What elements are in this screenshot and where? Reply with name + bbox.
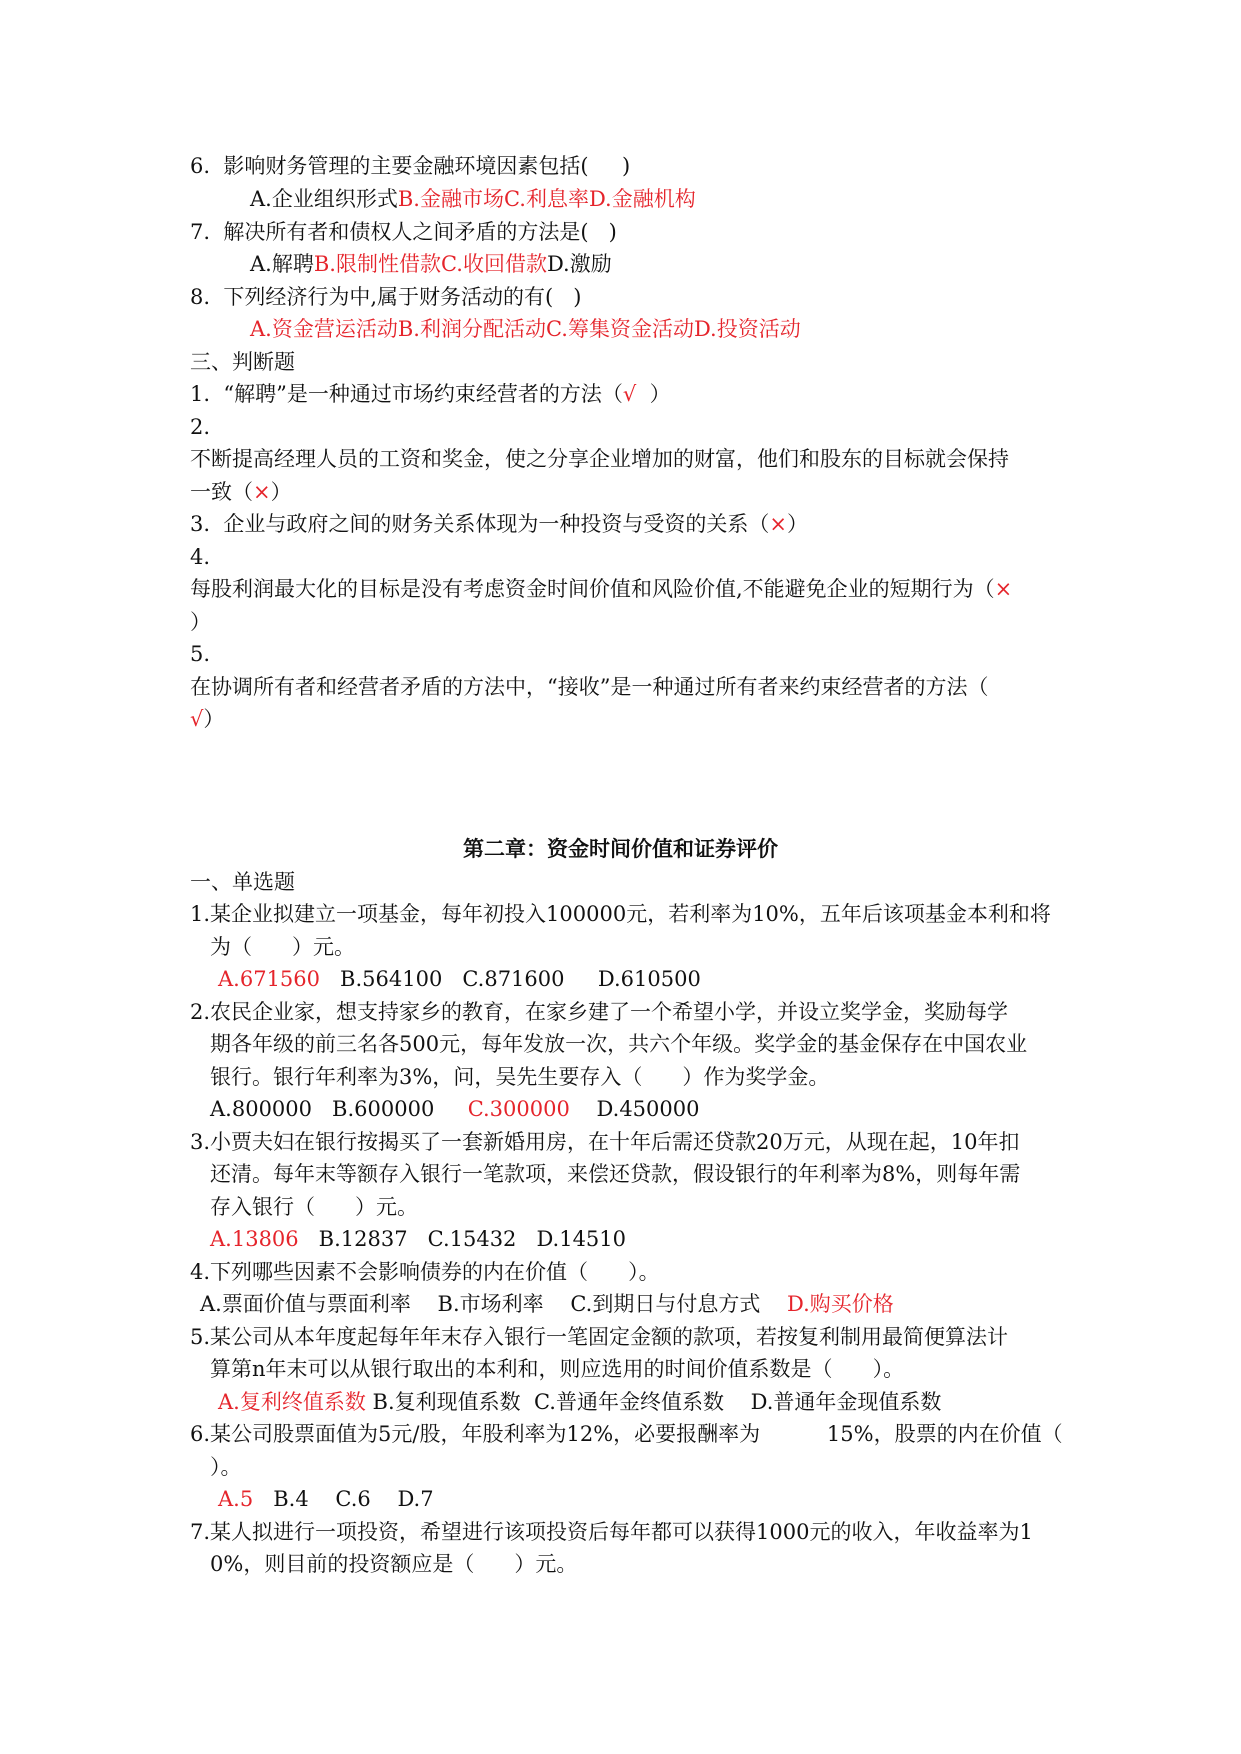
ch2-q4-options: A.票面价值与票面利率 B.市场利率 C.到期日与付息方式 D.购买价格 [200,1292,894,1316]
ch2-q5-line1: 5.某公司从本年度起每年年末存入银行一笔固定金额的款项，若按复利制用最简便算法计 [190,1325,1009,1349]
judgment-5-mark: √ [190,707,204,731]
ch2-q3-line3: 存入银行（ ）元。 [210,1195,419,1219]
q7-option-a: A.解聘 [250,252,314,276]
judgment-5-number: 5. [190,642,211,666]
single-choice-heading: 一、单选题 [190,870,295,894]
q7-option-d: D.激励 [546,252,612,276]
ch2-q6-options: A.5 B.4 C.6 D.7 [218,1487,434,1511]
judgment-2-line1: 不断提高经理人员的工资和奖金，使之分享企业增加的财富，他们和股东的目标就会保持 [190,447,1009,471]
ch2-q1-options: A.671560 B.564100 C.871600 D.610500 [218,967,701,991]
judgment-5-line2: √） [190,707,225,731]
q7-stem: 7. 解决所有者和债权人之间矛盾的方法是( ) [190,220,617,244]
judgment-4-number: 4. [190,545,211,569]
q7-options [250,248,612,280]
ch2-q1-answer: A.671560 [218,967,321,991]
q8-stem: 8. 下列经济行为中,属于财务活动的有( ) [190,285,582,309]
ch2-q2-line1: 2.农民企业家，想支持家乡的教育，在家乡建了一个希望小学，并设立奖学金，奖励每学 [190,1000,1009,1024]
judgment-3-mark: × [769,512,787,536]
judgment-1-mark: √ [622,382,637,406]
judgment-item-1: 1. “解聘”是一种通过市场约束经营者的方法（√ ） [190,382,671,406]
ch2-q4-line1: 4.下列哪些因素不会影响债券的内在价值（ ）。 [190,1260,660,1284]
ch2-q5-line2: 算第n年末可以从银行取出的本利和，则应选用的时间价值系数是（ ）。 [210,1357,905,1381]
judgment-4-line2: ） [190,610,211,634]
ch2-q3-answer: A.13806 [210,1227,299,1251]
q7-answer-options: B.限制性借款C.收回借款 [313,252,547,276]
q6-stem: 6. 影响财务管理的主要金融环境因素包括( ) [190,154,631,178]
q6-option-a: A.企业组织形式 [250,187,398,211]
ch2-q7-line1: 7.某人拟进行一项投资，希望进行该项投资后每年都可以获得1000元的收入，年收益率为1 [190,1520,1033,1544]
ch2-q2-line3: 银行。银行年利率为3%，问，吴先生要存入（ ）作为奖学金。 [210,1065,830,1089]
ch2-q6-line1: 6.某公司股票面值为5元/股，年股利率为12%，必要报酬率为 15%，股票的内在价值（ [190,1422,1063,1446]
judgment-5-line1: 在协调所有者和经营者矛盾的方法中，“接收”是一种通过所有者来约束经营者的方法（ [190,675,989,699]
ch2-q3-line1: 3.小贾夫妇在银行按揭买了一套新婚用房，在十年后需还贷款20万元，从现在起，10年扣 [190,1130,1020,1154]
judgment-2-line2: 一致（×） [190,480,292,504]
ch2-q7-line2: 0%，则目前的投资额应是（ ）元。 [210,1552,578,1576]
judgment-2-number: 2. [190,415,211,439]
ch2-q4-answer: D.购买价格 [787,1292,894,1316]
judgment-heading: 三、判断题 [190,350,295,374]
ch2-q5-options: A.复利终值系数 B.复利现值系数 C.普通年金终值系数 D.普通年金现值系数 [218,1390,942,1414]
ch2-q6-line2: ）。 [210,1455,242,1479]
chapter-title: 第二章：资金时间价值和证券评价 [463,836,778,861]
judgment-4-mark: × [994,577,1013,601]
judgment-4-line1: 每股利润最大化的目标是没有考虑资金时间价值和风险价值,不能避免企业的短期行为（× [190,577,1013,601]
ch2-q2-options: A.800000 B.600000 C.300000 D.450000 [210,1097,700,1121]
ch2-q5-answer: A.复利终值系数 [218,1390,366,1414]
judgment-2-mark: × [253,480,271,504]
q6-options [250,183,696,215]
ch2-q3-line2: 还清。每年末等额存入银行一笔款项，来偿还贷款，假设银行的年利率为8%，则每年需 [210,1162,1021,1186]
judgment-item-3: 3. 企业与政府之间的财务关系体现为一种投资与受资的关系（×） [190,512,808,536]
ch2-q2-line2: 期各年级的前三名各500元，每年发放一次，共六个年级。奖学金的基金保存在中国农业 [210,1032,1028,1056]
ch2-q3-options: A.13806 B.12837 C.15432 D.14510 [210,1227,627,1251]
ch2-q1-line1: 1.某企业拟建立一项基金，每年初投入100000元，若利率为10%，五年后该项基金本利和将 [190,902,1051,926]
q6-answer-options: B.金融市场C.利息率D.金融机构 [397,187,696,211]
ch2-q1-line2: 为（ ）元。 [210,935,356,959]
q8-answer-options: A.资金营运活动B.利润分配活动C.筹集资金活动D.投资活动 [250,317,801,341]
ch2-q2-answer: C.300000 [467,1097,570,1121]
ch2-q6-answer: A.5 [218,1487,254,1511]
